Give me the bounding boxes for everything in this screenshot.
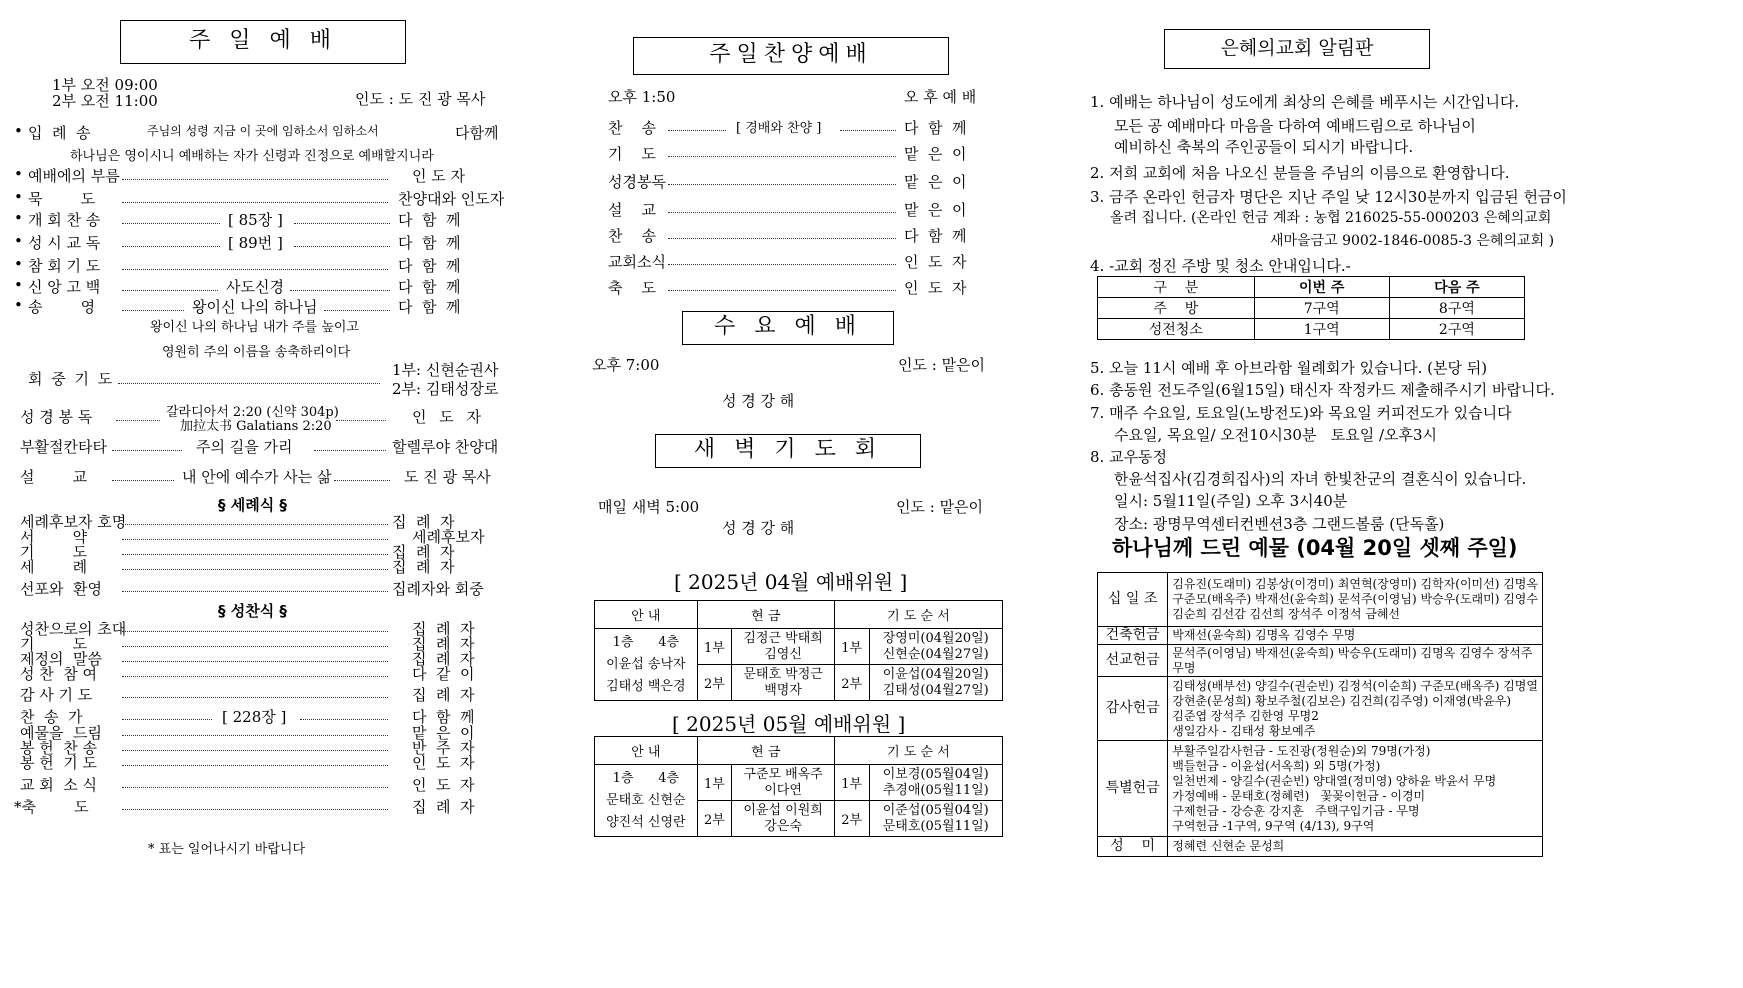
service-time-2: 2부 오전 11:00 xyxy=(52,92,158,110)
notice-line: 3. 금주 온라인 헌금자 명단은 지난 주일 낮 12시30분까지 입금된 헌금이 xyxy=(1090,188,1567,206)
clean-head: 다음 주 xyxy=(1389,277,1524,298)
part-label: 2부 xyxy=(834,801,869,837)
bullet: • xyxy=(14,209,23,227)
item-label: 송 영 xyxy=(28,298,96,316)
offering-line: 구역헌금 -1구역, 9구역 (4/13), 9구역 xyxy=(1172,818,1375,833)
item-role: 찬양대와 인도자 xyxy=(398,190,505,208)
left-title: 주 일 예 배 xyxy=(189,28,337,53)
guide-line: 이윤섭 송낙자 xyxy=(606,656,686,672)
offering-row xyxy=(1098,573,1543,627)
offering-line: 김준엽 장석주 김한영 무명2 xyxy=(1172,708,1319,723)
clean-head: 이번 주 xyxy=(1254,277,1389,298)
offering-names xyxy=(1168,573,1543,627)
item-role: 다 함 께 xyxy=(398,234,461,252)
prayer-1: 1부: 신현순권사 xyxy=(392,361,499,379)
bullet: • xyxy=(14,165,23,183)
offering-line: 김태성(배부선) 양길수(권순빈) 김정석(이순희) 구준모(배옥주) 김명열 xyxy=(1172,678,1538,693)
communion-heading: § 성찬식 § xyxy=(218,602,287,620)
prayer-name: 추경애(05월11일) xyxy=(882,782,989,798)
song-line-2: 영원히 주의 이름을 송축하리이다 xyxy=(162,345,351,360)
offering-title: 하나님께 드린 예물 (04월 20일 셋째 주일) xyxy=(1112,536,1518,560)
offering-row xyxy=(1098,627,1543,645)
part-label: 2부 xyxy=(697,801,732,837)
guide-line: 1층 4층 xyxy=(612,634,680,650)
bullet: • xyxy=(14,296,23,314)
dawn-time: 매일 새벽 5:00 xyxy=(598,498,700,516)
cantata-label: 부활절칸타타 xyxy=(20,438,107,456)
afternoon-role: 맡 은 이 xyxy=(904,145,967,163)
baptism-role: 집 례 자 xyxy=(392,543,455,561)
offering-line: 백들헌금 - 이윤섭(서옥희) 외 5명(가정) xyxy=(1172,758,1381,773)
item-detail: 왕이신 나의 하나님 xyxy=(192,298,318,316)
offering-line: 구준모(배옥주) 박재선(윤숙희) 문석주(이영님) 박승우(도래미) 김영수 xyxy=(1172,592,1538,606)
prayer-name: 신현순(04월27일) xyxy=(882,646,989,662)
notice-line: 예비하신 축복의 주인공들이 되시기 바랍니다. xyxy=(1114,138,1414,156)
notice-line: 7. 매주 수요일, 토요일(노방전도)와 목요일 커피전도가 있습니다 xyxy=(1090,404,1512,422)
item-detail: 주님의 성령 지금 이 곳에 임하소서 임하소서 xyxy=(147,124,379,138)
clean-cell: 7구역 xyxy=(1254,298,1389,319)
notice-line: 새마을금고 9002-1846-0085-3 은혜의교회 ) xyxy=(1270,233,1555,249)
offering-row xyxy=(1098,645,1543,677)
guide-line: 문태호 신현순 xyxy=(606,792,686,808)
sermon-preacher: 도 진 광 목사 xyxy=(404,468,491,486)
part-label: 1부 xyxy=(697,765,732,801)
wed-time: 오후 7:00 xyxy=(592,356,660,374)
bullet: • xyxy=(14,188,23,206)
col-guide: 안 내 xyxy=(595,737,698,765)
baptism-step: 서 약 xyxy=(20,528,88,546)
afternoon-step: 기 도 xyxy=(608,145,657,163)
item-role: 다 함 께 xyxy=(398,298,461,316)
offer-name: 이윤섭 이원희 xyxy=(743,802,823,818)
notice-line: 2. 저희 교회에 처음 나오신 분들을 주님의 이름으로 환영합니다. xyxy=(1090,164,1510,182)
afternoon-step: 축 도 xyxy=(608,279,657,297)
clean-cell: 8구역 xyxy=(1389,298,1524,319)
april-committee-table xyxy=(594,600,1003,701)
offering-row xyxy=(1098,741,1543,837)
afternoon-role: 인 도 자 xyxy=(904,279,967,297)
prayer-name: 이준섭(05월04일) xyxy=(882,802,989,818)
notice-line: 4. -교회 정진 주방 및 청소 안내입니다.- xyxy=(1090,257,1351,275)
communion-step: 제정의 말씀 xyxy=(20,650,102,668)
right-title: 은혜의교회 알림판 xyxy=(1220,37,1374,59)
may-committee-table xyxy=(594,736,1003,837)
offering-line: 정혜련 신현순 문성희 xyxy=(1172,839,1285,853)
notice-line: 모든 공 예배마다 마음을 다하여 예배드림으로 하나님이 xyxy=(1114,117,1476,135)
offering-category: 특별헌금 xyxy=(1098,741,1168,837)
service-time-1: 1부 오전 09:00 xyxy=(52,76,158,94)
offering-line: 김순희 김선감 김선희 장석주 이정석 금혜선 xyxy=(1172,607,1401,621)
offering-category: 감사헌금 xyxy=(1098,677,1168,741)
cantata-right: 할렐루야 찬양대 xyxy=(392,438,499,456)
baptism-role: 집 례 자 xyxy=(392,513,455,531)
middle-title: 주일찬양예배 xyxy=(709,42,873,67)
song-line-1: 왕이신 나의 하나님 내가 주를 높이고 xyxy=(150,320,360,335)
reading-right: 인 도 자 xyxy=(412,408,486,426)
afternoon-step: 교회소식 xyxy=(608,253,666,271)
communion-step: 교 회 소 식 xyxy=(20,776,98,794)
bullet: • xyxy=(14,276,23,294)
afternoon-step: 성경봉독 xyxy=(608,173,666,191)
notice-line: 1. 예배는 하나님이 성도에게 최상의 은혜를 베푸시는 시간입니다. xyxy=(1090,93,1520,111)
communion-detail: [ 228장 ] xyxy=(222,708,287,726)
communion-role: 집 례 자 xyxy=(412,686,475,704)
offering-category: 십 일 조 xyxy=(1098,573,1168,627)
sermon-label: 설 교 xyxy=(20,468,88,486)
offer-name: 문태호 박정근 xyxy=(743,666,823,682)
may-committee-title: [ 2025년 05월 예배위원 ] xyxy=(672,712,906,736)
guide-line: 김태성 백은경 xyxy=(606,678,686,694)
communion-role: 다 같 이 xyxy=(412,665,475,683)
sermon-title: 내 안에 예수가 사는 삶 xyxy=(182,468,332,486)
cantata-mid: 주의 길을 가리 xyxy=(196,438,293,456)
notice-line: 수요일, 목요일/ 오전10시30분 토요일 /오후3시 xyxy=(1114,426,1438,444)
clean-head: 구 분 xyxy=(1098,277,1255,298)
item-role: 다 함 께 xyxy=(398,278,461,296)
part-label: 2부 xyxy=(697,665,732,701)
col-offer: 현 금 xyxy=(697,601,834,629)
baptism-step: 선포와 환영 xyxy=(20,580,102,598)
communion-role: 맡 은 이 xyxy=(412,724,475,742)
item-label: 신 앙 고 백 xyxy=(28,278,101,296)
offering-line: 무명 xyxy=(1172,660,1196,675)
afternoon-role: 맡 은 이 xyxy=(904,201,967,219)
leader: 인도 : 도 진 광 목사 xyxy=(355,90,486,108)
afternoon-role: 다 함 께 xyxy=(904,227,967,245)
prayer-name: 이보경(05월04일) xyxy=(882,766,989,782)
clean-cell: 1구역 xyxy=(1254,319,1389,340)
baptism-step: 기 도 xyxy=(20,543,88,561)
prayer-name: 이윤섭(04월20일) xyxy=(882,666,989,682)
notice-line: 6. 총동원 전도주일(6월15일) 태신자 작정카드 제출해주시기 바랍니다. xyxy=(1090,381,1555,399)
prayer-name: 장영미(04월20일) xyxy=(882,630,989,646)
item-label: 개 회 찬 송 xyxy=(28,211,101,229)
wed-title-box xyxy=(682,311,894,345)
wed-title: 수 요 예 배 xyxy=(714,314,862,339)
notice-line: 일시: 5월11일(주일) 오후 3시40분 xyxy=(1114,492,1348,510)
prayer-label: 회 중 기 도 xyxy=(28,370,115,388)
item-detail: [ 89번 ] xyxy=(228,234,283,252)
offering-row xyxy=(1098,837,1543,857)
communion-step: 봉 헌 기 도 xyxy=(20,754,98,772)
guide-line: 양진석 신영란 xyxy=(606,814,686,830)
bullet: • xyxy=(14,232,23,250)
prayer-name: 김태성(04월27일) xyxy=(882,682,989,698)
notice-line: 5. 오늘 11시 예배 후 아브라함 월례회가 있습니다. (본당 뒤) xyxy=(1090,359,1488,377)
item-role: 다 함 께 xyxy=(398,211,461,229)
dawn-title: 새 벽 기 도 회 xyxy=(693,437,883,462)
baptism-role: 집례자와 회중 xyxy=(392,580,484,598)
offer-name: 김정근 박태희 xyxy=(743,630,823,646)
offering-line: 문석주(이영님) 박재선(윤숙희) 박승우(도래미) 김명옥 김영수 장석주 xyxy=(1172,645,1533,660)
communion-step: 감 사 기 도 xyxy=(20,686,93,704)
communion-role: 집 례 자 xyxy=(412,650,475,668)
item-detail: [ 85장 ] xyxy=(228,211,283,229)
offer-name: 강은숙 xyxy=(764,818,802,834)
notice-line: 장소: 광명무역센터컨벤션3층 그랜드볼룸 (단독홀) xyxy=(1114,515,1445,533)
offer-name: 김영신 xyxy=(764,646,802,662)
communion-role: 반 주 자 xyxy=(412,739,475,757)
wed-leader: 인도 : 맡은이 xyxy=(898,356,986,374)
notice-line: 8. 교우동정 xyxy=(1090,448,1168,466)
prayer-2: 2부: 김태성장로 xyxy=(392,380,499,398)
dawn-leader: 인도 : 맡은이 xyxy=(896,498,984,516)
offering-line: 부활주일감사헌금 - 도진광(정원순)외 79명(가정) xyxy=(1172,743,1431,758)
baptism-step: 세 례 xyxy=(20,558,88,576)
offering-line: 생일감사 - 김태성 황보예주 xyxy=(1172,723,1316,738)
afternoon-type: 오 후 예 배 xyxy=(904,88,977,106)
communion-role: 인 도 자 xyxy=(412,776,475,794)
part-label: 2부 xyxy=(834,665,869,701)
item-label: 예배에의 부름 xyxy=(28,167,120,185)
baptism-role: 세례후보자 xyxy=(412,528,485,546)
notice-line: 한윤석집사(김경희집사)의 자녀 한빛찬군의 결혼식이 있습니다. xyxy=(1114,470,1527,488)
dawn-title-box xyxy=(655,434,921,468)
part-label: 1부 xyxy=(697,629,732,665)
offering-names xyxy=(1168,741,1543,837)
reading-2: 加拉太书 Galatians 2:20 xyxy=(180,419,332,434)
offer-name: 백명자 xyxy=(764,682,802,698)
col-prayer: 기 도 순 서 xyxy=(834,601,1002,629)
april-committee-title: [ 2025년 04월 예배위원 ] xyxy=(674,570,908,594)
baptism-role: 집 례 자 xyxy=(392,558,455,576)
afternoon-role: 다 함 께 xyxy=(904,119,967,137)
afternoon-detail: [ 경배와 찬양 ] xyxy=(736,121,822,136)
communion-step: 봉 헌 찬 송 xyxy=(20,739,98,757)
item-label: 성 시 교 독 xyxy=(28,234,101,252)
cleaning-table xyxy=(1097,276,1525,340)
middle-title-box xyxy=(633,37,949,75)
offering-names xyxy=(1168,677,1543,741)
col-offer: 현 금 xyxy=(697,737,834,765)
clean-cell: 주 방 xyxy=(1098,298,1255,319)
item-role: 다 함 께 xyxy=(398,257,461,275)
clean-cell: 성전청소 xyxy=(1098,319,1255,340)
part-label: 1부 xyxy=(834,629,869,665)
item-role: 인 도 자 xyxy=(412,167,466,185)
offering-line: 구제헌금 - 강승훈 강지훈 주택구입기금 - 무명 xyxy=(1172,803,1420,818)
communion-step: 성찬으로의 초대 xyxy=(20,620,127,638)
communion-step: 찬 송 가 xyxy=(20,708,83,726)
communion-role: 다 함 께 xyxy=(412,708,475,726)
offering-names xyxy=(1168,645,1543,677)
afternoon-role: 맡 은 이 xyxy=(904,173,967,191)
afternoon-step: 찬 송 xyxy=(608,119,657,137)
offering-line: 강현춘(문성희) 황보주철(김보은) 김건희(김주영) 이재영(박윤우) xyxy=(1172,693,1511,708)
col-prayer: 기 도 순 서 xyxy=(834,737,1002,765)
offering-row xyxy=(1098,677,1543,741)
communion-step: *축 도 xyxy=(14,798,89,816)
communion-role: 집 례 자 xyxy=(412,798,475,816)
baptism-step: 세례후보자 호명 xyxy=(20,513,127,531)
left-title-box xyxy=(120,20,406,64)
afternoon-step: 찬 송 xyxy=(608,227,657,245)
clean-cell: 2구역 xyxy=(1389,319,1524,340)
right-title-box xyxy=(1164,29,1430,69)
offer-name: 구준모 배옥주 xyxy=(743,766,823,782)
col-guide: 안 내 xyxy=(595,601,698,629)
item-subtext: 하나님은 영이시니 예배하는 자가 신령과 진정으로 예배할지니라 xyxy=(70,149,434,164)
afternoon-role: 인 도 자 xyxy=(904,253,967,271)
offering-line: 박재선(윤숙희) 김명옥 김영수 무명 xyxy=(1172,628,1356,642)
communion-step: 기 도 xyxy=(20,635,88,653)
communion-role: 집 례 자 xyxy=(412,620,475,638)
offering-names xyxy=(1168,837,1543,857)
reading-label: 성 경 봉 독 xyxy=(20,408,93,426)
prayer-name: 문태호(05월11일) xyxy=(882,818,989,834)
bullet: • xyxy=(14,122,23,140)
offering-line: 가정예배 - 문태호(정혜련) 꽃꽂이헌금 - 이경미 xyxy=(1172,788,1426,803)
offering-line: 일천번제 - 양길수(권순빈) 양대열(정미영) 양하윤 박윤서 무명 xyxy=(1172,773,1497,788)
baptism-heading: § 세례식 § xyxy=(218,496,287,514)
offering-table xyxy=(1097,572,1543,857)
offering-names xyxy=(1168,627,1543,645)
communion-role: 인 도 자 xyxy=(412,754,475,772)
wed-sub: 성 경 강 해 xyxy=(722,392,795,410)
guide-line: 1층 4층 xyxy=(612,770,680,786)
afternoon-step: 설 교 xyxy=(608,201,657,219)
offering-line: 김유진(도래미) 김봉상(이경미) 최연혁(장영미) 김학자(이미선) 김명옥 xyxy=(1172,577,1538,591)
offering-category: 선교헌금 xyxy=(1098,645,1168,677)
part-label: 1부 xyxy=(834,765,869,801)
notice-line: 올려 집니다. (온라인 헌금 계좌 : 농협 216025-55-000203 은혜의교회 xyxy=(1110,210,1552,226)
item-label: 참 회 기 도 xyxy=(28,257,101,275)
dawn-sub: 성 경 강 해 xyxy=(722,519,795,537)
footnote: * 표는 일어나시기 바랍니다 xyxy=(148,842,306,857)
offering-category: 성 미 xyxy=(1098,837,1168,857)
communion-role: 집 례 자 xyxy=(412,635,475,653)
offer-name: 이다연 xyxy=(764,782,802,798)
communion-step: 예물을 드림 xyxy=(20,724,102,742)
communion-step: 성 찬 참 여 xyxy=(20,665,98,683)
reading-1: 갈라디아서 2:20 (신약 304p) xyxy=(166,405,339,420)
item-label: 묵 도 xyxy=(28,190,96,208)
afternoon-time: 오후 1:50 xyxy=(608,88,676,106)
item-role: 다함께 xyxy=(455,124,499,142)
bullet: • xyxy=(14,255,23,273)
item-detail: 사도신경 xyxy=(226,278,284,296)
offering-category: 건축헌금 xyxy=(1098,627,1168,645)
item-label: 입 례 송 xyxy=(28,124,91,142)
